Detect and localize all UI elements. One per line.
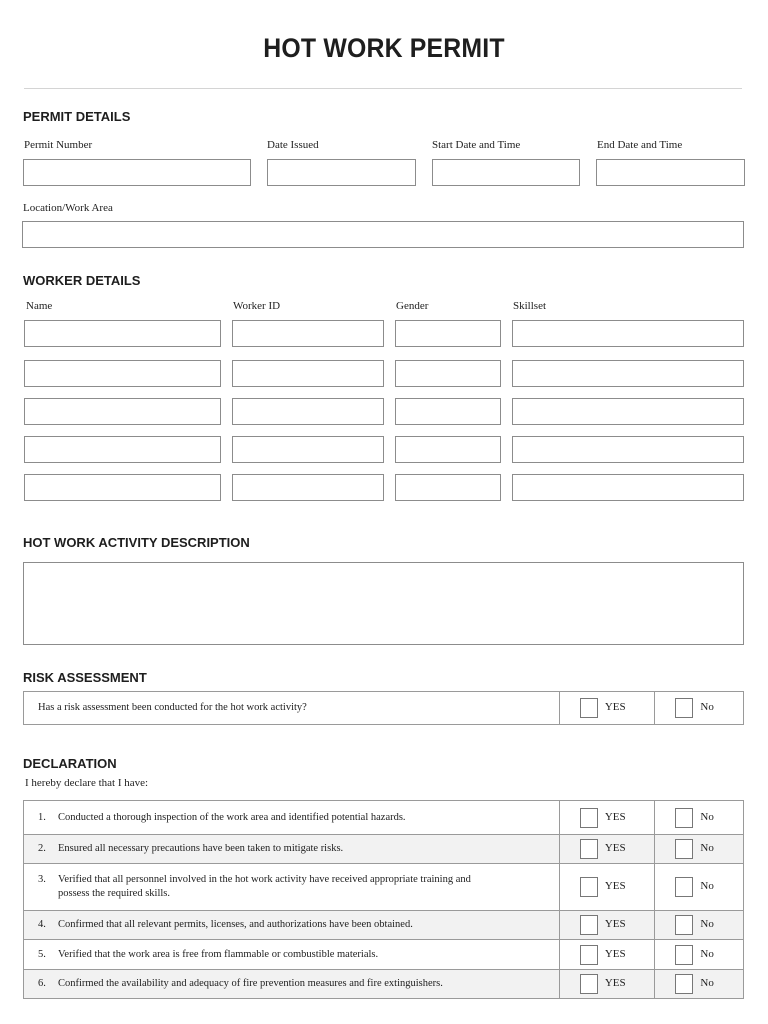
- no-label: No: [700, 947, 714, 960]
- no-checkbox[interactable]: [675, 839, 693, 859]
- risk-no-option[interactable]: [655, 692, 744, 725]
- yes-checkbox[interactable]: [580, 945, 598, 965]
- worker-gender-field[interactable]: [395, 398, 501, 425]
- end-date-label: End Date and Time: [597, 139, 683, 151]
- no-label: No: [700, 977, 714, 989]
- declaration-yes-option[interactable]: [559, 940, 655, 970]
- yes-label: YES: [604, 977, 626, 989]
- no-checkbox[interactable]: [675, 974, 693, 994]
- yes-checkbox[interactable]: [580, 839, 598, 859]
- no-checkbox[interactable]: [675, 945, 693, 965]
- risk-assessment-table: [23, 691, 744, 725]
- declaration-no-option[interactable]: [655, 940, 744, 970]
- risk-yes-option[interactable]: [559, 692, 655, 725]
- worker-gender-field[interactable]: [395, 474, 501, 501]
- declaration-yes-option[interactable]: [559, 801, 655, 835]
- no-checkbox[interactable]: [675, 915, 693, 935]
- worker-name-label: Name: [26, 300, 53, 312]
- worker-skillset-field[interactable]: [512, 320, 744, 347]
- worker-name-field[interactable]: [24, 436, 221, 463]
- worker-name-field[interactable]: [24, 320, 221, 347]
- declaration-no-option[interactable]: [655, 970, 744, 999]
- start-date-field[interactable]: [432, 159, 580, 186]
- permit-number-field[interactable]: [23, 159, 251, 186]
- declaration-heading: DECLARATION: [23, 756, 117, 771]
- yes-checkbox[interactable]: [580, 877, 598, 897]
- worker-skillset-field[interactable]: [512, 474, 744, 501]
- risk-yes-checkbox[interactable]: [580, 698, 598, 718]
- table-row: [24, 692, 744, 725]
- table-row: [24, 911, 744, 940]
- risk-assessment-heading: RISK ASSESSMENT: [23, 670, 147, 685]
- table-row: [24, 835, 744, 864]
- start-date-label: Start Date and Time: [432, 139, 521, 151]
- worker-gender-field[interactable]: [395, 436, 501, 463]
- yes-label: YES: [604, 880, 626, 892]
- yes-label: YES: [604, 810, 626, 823]
- worker-gender-field[interactable]: [395, 320, 501, 347]
- no-checkbox[interactable]: [675, 877, 693, 897]
- permit-details-heading: PERMIT DETAILS: [23, 109, 131, 124]
- worker-skillset-field[interactable]: [512, 360, 744, 387]
- worker-id-field[interactable]: [232, 398, 384, 425]
- activity-heading: HOT WORK ACTIVITY DESCRIPTION: [23, 535, 250, 550]
- location-label: Location/Work Area: [23, 202, 113, 214]
- worker-details-heading: WORKER DETAILS: [23, 273, 141, 288]
- yes-label: YES: [604, 701, 626, 713]
- no-label: No: [700, 880, 714, 892]
- worker-gender-field[interactable]: [395, 360, 501, 387]
- declaration-item: 4. Confirmed that all relevant permits, licenses, and authorizations have been obtained.: [24, 911, 560, 940]
- declaration-yes-option[interactable]: [559, 864, 655, 911]
- declaration-yes-option[interactable]: [559, 835, 655, 864]
- no-label: No: [700, 842, 714, 854]
- risk-question: Has a risk assessment been conducted for the hot work activity?: [24, 692, 560, 725]
- yes-label: YES: [604, 918, 626, 930]
- table-row: [24, 940, 744, 970]
- declaration-intro: I hereby declare that I have:: [25, 777, 149, 789]
- declaration-item: 6. Confirmed the availability and adequacy of fire prevention measures and fire extinguishers.: [24, 970, 560, 999]
- declaration-table: [23, 800, 744, 999]
- title-divider: [24, 88, 742, 89]
- end-date-field[interactable]: [596, 159, 745, 186]
- no-label: No: [700, 918, 714, 930]
- declaration-no-option[interactable]: [655, 864, 744, 911]
- table-row: [24, 801, 744, 835]
- yes-checkbox[interactable]: [580, 974, 598, 994]
- date-issued-label: Date Issued: [267, 139, 319, 151]
- page-title: HOT WORK PERMIT: [263, 33, 505, 63]
- declaration-yes-option[interactable]: [559, 911, 655, 940]
- declaration-item: 2. Ensured all necessary precautions have been taken to mitigate risks.: [24, 835, 560, 864]
- location-field[interactable]: [22, 221, 744, 248]
- declaration-no-option[interactable]: [655, 835, 744, 864]
- date-issued-field[interactable]: [267, 159, 416, 186]
- yes-label: YES: [604, 842, 626, 854]
- yes-label: YES: [604, 947, 626, 960]
- gender-label: Gender: [396, 300, 429, 312]
- worker-name-field[interactable]: [24, 398, 221, 425]
- worker-skillset-field[interactable]: [512, 436, 744, 463]
- worker-name-field[interactable]: [24, 474, 221, 501]
- activity-description-field[interactable]: [23, 562, 744, 645]
- declaration-yes-option[interactable]: [559, 970, 655, 999]
- declaration-item: 1. Conducted a thorough inspection of the work area and identified potential hazards.: [24, 801, 560, 835]
- skillset-label: Skillset: [513, 300, 547, 312]
- table-row: [24, 864, 744, 911]
- yes-checkbox[interactable]: [580, 915, 598, 935]
- worker-id-field[interactable]: [232, 474, 384, 501]
- table-row: [24, 970, 744, 999]
- declaration-item: 5. Verified that the work area is free from flammable or combustible materials.: [24, 940, 560, 970]
- no-label: No: [700, 701, 714, 713]
- worker-id-field[interactable]: [232, 320, 384, 347]
- no-label: No: [700, 810, 714, 823]
- declaration-no-option[interactable]: [655, 801, 744, 835]
- worker-name-field[interactable]: [24, 360, 221, 387]
- risk-no-checkbox[interactable]: [675, 698, 693, 718]
- permit-number-label: Permit Number: [24, 139, 93, 151]
- worker-skillset-field[interactable]: [512, 398, 744, 425]
- no-checkbox[interactable]: [675, 808, 693, 828]
- worker-id-field[interactable]: [232, 436, 384, 463]
- yes-checkbox[interactable]: [580, 808, 598, 828]
- declaration-item: 3. Verified that all personnel involved in the hot work activity have received appropriate training and possess the required skills.: [24, 864, 560, 911]
- declaration-no-option[interactable]: [655, 911, 744, 940]
- worker-id-field[interactable]: [232, 360, 384, 387]
- worker-id-label: Worker ID: [233, 300, 281, 312]
